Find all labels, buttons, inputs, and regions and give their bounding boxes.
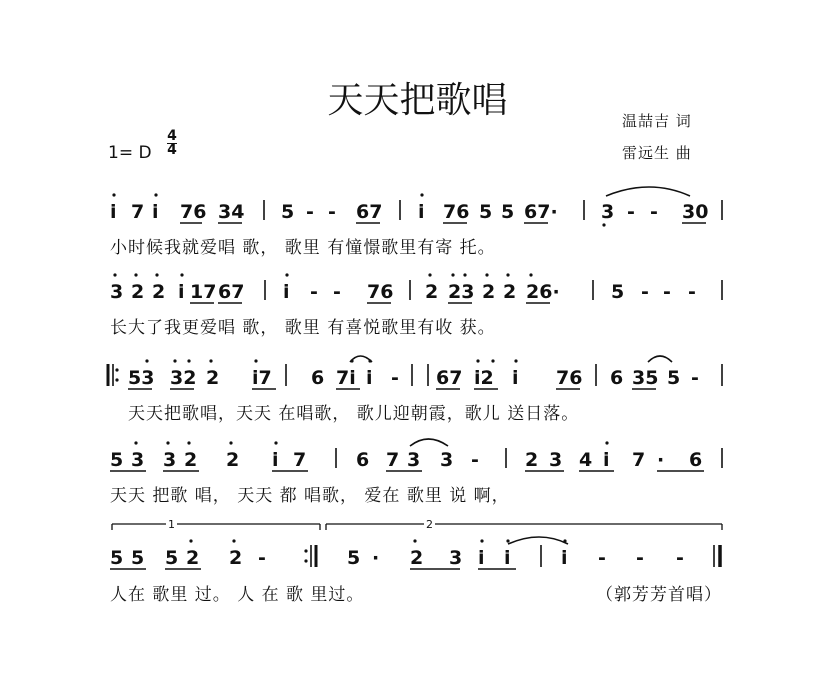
- svg-text:-: -: [258, 547, 266, 569]
- score-row-2: [110, 281, 696, 303]
- svg-text:7: 7: [131, 201, 145, 223]
- svg-text:7: 7: [632, 449, 646, 471]
- svg-text:i: i: [366, 367, 373, 389]
- svg-text:5: 5: [110, 449, 124, 471]
- svg-text:7: 7: [293, 449, 307, 471]
- svg-text:6: 6: [311, 367, 325, 389]
- svg-text:i: i: [512, 367, 519, 389]
- svg-text:-: -: [328, 201, 336, 223]
- svg-text:2: 2: [229, 547, 243, 569]
- svg-text:5: 5: [110, 547, 124, 569]
- svg-text:6: 6: [610, 367, 624, 389]
- lyrics-row-4: 天天 把歌 唱， 天天 都 唱歌， 爱在 歌里 说 啊，: [110, 486, 510, 506]
- performer-credit: （郭芳芳首唱）: [596, 585, 722, 605]
- svg-text:23: 23: [448, 281, 475, 303]
- svg-text:3: 3: [601, 201, 615, 223]
- svg-text:76: 76: [367, 281, 394, 303]
- svg-text:3: 3: [440, 449, 454, 471]
- svg-text:34: 34: [218, 201, 245, 223]
- svg-text:-: -: [650, 201, 658, 223]
- svg-text:2: 2: [186, 547, 200, 569]
- svg-text:32: 32: [170, 367, 197, 389]
- svg-text:i: i: [504, 547, 511, 569]
- svg-text:i: i: [152, 201, 159, 223]
- svg-text:7i: 7i: [336, 367, 356, 389]
- svg-text:2: 2: [503, 281, 517, 303]
- score-row-1: [110, 201, 708, 223]
- svg-text:2: 2: [206, 367, 220, 389]
- svg-text:i: i: [603, 449, 610, 471]
- svg-text:5: 5: [501, 201, 515, 223]
- svg-text:76: 76: [443, 201, 470, 223]
- svg-text:i7: i7: [252, 367, 272, 389]
- svg-text:-: -: [310, 281, 318, 303]
- svg-text:76: 76: [180, 201, 207, 223]
- svg-text:-: -: [391, 367, 399, 389]
- svg-text:2: 2: [410, 547, 424, 569]
- volta-first-number: 1: [168, 518, 175, 531]
- svg-text:17: 17: [190, 281, 217, 303]
- score-row-4: [110, 449, 702, 471]
- svg-text:3: 3: [549, 449, 563, 471]
- svg-text:2: 2: [152, 281, 166, 303]
- svg-text:2: 2: [482, 281, 496, 303]
- svg-text:i: i: [561, 547, 568, 569]
- svg-text:2: 2: [425, 281, 439, 303]
- svg-text:6: 6: [689, 449, 703, 471]
- svg-text:5: 5: [347, 547, 361, 569]
- svg-text:3: 3: [163, 449, 177, 471]
- svg-text:76: 76: [556, 367, 583, 389]
- svg-text:-: -: [636, 547, 644, 569]
- lyrics-row-1: 小时候我就爱唱 歌， 歌里 有憧憬歌里有寄 托。: [110, 238, 496, 258]
- svg-text:-: -: [627, 201, 635, 223]
- volta-brackets: [112, 524, 722, 530]
- svg-text:2: 2: [226, 449, 240, 471]
- svg-text:-: -: [663, 281, 671, 303]
- svg-text:6: 6: [356, 449, 370, 471]
- svg-text:5: 5: [667, 367, 681, 389]
- svg-text:·: ·: [657, 449, 665, 471]
- svg-text:30: 30: [682, 201, 709, 223]
- svg-text:-: -: [688, 281, 696, 303]
- svg-text:i: i: [478, 547, 485, 569]
- svg-text:7: 7: [386, 449, 400, 471]
- svg-text:5: 5: [281, 201, 295, 223]
- svg-text:3: 3: [407, 449, 421, 471]
- svg-text:67: 67: [218, 281, 245, 303]
- svg-text:2: 2: [184, 449, 198, 471]
- svg-text:i: i: [418, 201, 425, 223]
- lyrics-row-5: 人在 歌里 过。 人 在 歌 里过。: [110, 585, 365, 605]
- lyrics-row-2: 长大了我更爱唱 歌， 歌里 有喜悦歌里有收 获。: [110, 318, 496, 338]
- svg-text:3: 3: [110, 281, 124, 303]
- svg-text:26·: 26·: [526, 281, 560, 303]
- svg-text:53: 53: [128, 367, 155, 389]
- notes-row-1: [0, 0, 1, 1]
- svg-text:67·: 67·: [524, 201, 558, 223]
- svg-text:67: 67: [436, 367, 463, 389]
- svg-text:3: 3: [449, 547, 463, 569]
- svg-text:i: i: [283, 281, 290, 303]
- svg-text:5: 5: [131, 547, 145, 569]
- svg-text:67: 67: [356, 201, 383, 223]
- svg-text:2: 2: [131, 281, 145, 303]
- svg-text:i: i: [110, 201, 117, 223]
- time-signature-bottom: 4: [167, 142, 177, 158]
- svg-text:-: -: [471, 449, 479, 471]
- song-title: 天天把歌唱: [327, 80, 508, 121]
- svg-text:5: 5: [611, 281, 625, 303]
- svg-text:3: 3: [131, 449, 145, 471]
- svg-text:-: -: [676, 547, 684, 569]
- svg-text:4: 4: [579, 449, 593, 471]
- svg-text:i: i: [178, 281, 185, 303]
- svg-text:5: 5: [479, 201, 493, 223]
- svg-text:35: 35: [632, 367, 659, 389]
- time-signature-top: 4: [167, 128, 177, 144]
- svg-text:2: 2: [525, 449, 539, 471]
- svg-text:-: -: [598, 547, 606, 569]
- lyricist-credit: 温喆吉 词: [622, 112, 692, 130]
- composer-credit: 雷远生 曲: [622, 144, 692, 162]
- svg-text:-: -: [641, 281, 649, 303]
- svg-text:i2: i2: [474, 367, 494, 389]
- lyrics-row-3: 天天把歌唱，天天 在唱歌， 歌儿迎朝霞，歌儿 送日落。: [128, 404, 580, 424]
- svg-text:i: i: [272, 449, 279, 471]
- key-signature: 1= D: [108, 143, 152, 163]
- score-row-3: [128, 367, 699, 389]
- volta-second-number: 2: [426, 518, 433, 531]
- svg-text:5: 5: [165, 547, 179, 569]
- svg-text:-: -: [691, 367, 699, 389]
- score-row-5: [110, 547, 684, 569]
- svg-text:-: -: [306, 201, 314, 223]
- svg-text:-: -: [333, 281, 341, 303]
- svg-text:·: ·: [372, 547, 380, 569]
